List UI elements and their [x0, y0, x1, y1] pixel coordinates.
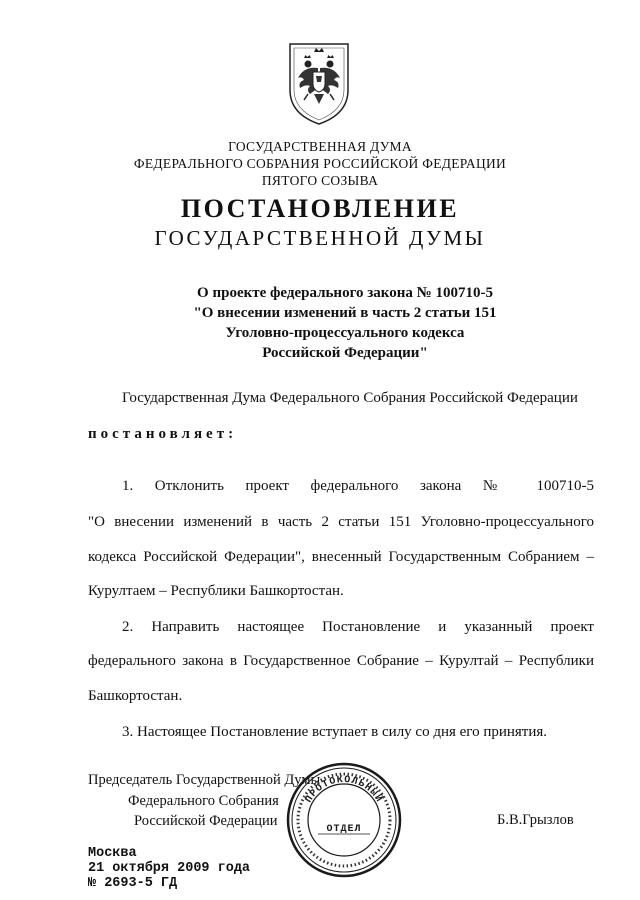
item-1-line-1: 1. Отклонить проект федерального закона № 100710-5	[122, 478, 594, 494]
seal-center-text: ОТДЕЛ	[326, 824, 362, 835]
subject-line-3: Уголовно-процессуального кодекса	[225, 325, 465, 341]
document-title: ПОСТАНОВЛЕНИЕ	[180, 194, 460, 223]
coat-of-arms-emblem	[284, 38, 354, 126]
footer-number: № 2693-5 ГД	[88, 876, 178, 891]
document-subtitle: ГОСУДАРСТВЕННОЙ ДУМЫ	[154, 226, 486, 250]
signature-title-line-1: Председатель Государственной Думы	[88, 772, 321, 788]
item-2-line-1: 2. Направить настоящее Постановление и указанный проект	[122, 619, 594, 635]
subject-line-2: "О внесении изменений в часть 2 статьи 151	[193, 305, 497, 321]
item-1-line-4: Курултаем – Республики Башкортостан.	[88, 583, 344, 599]
header-line-1: ГОСУДАРСТВЕННАЯ ДУМА	[228, 139, 412, 154]
svg-text:ПРОТОКОЛЬНЫЙ: ПРОТОКОЛЬНЫЙ	[303, 774, 385, 806]
decree-word: постановляет:	[88, 426, 238, 442]
signature-title-line-3: Российской Федерации	[134, 813, 278, 829]
subject-block	[0, 283, 640, 363]
signature-title-line-2: Федерального Собрания	[128, 793, 279, 809]
subject-line-4: Российской Федерации"	[262, 345, 428, 361]
subject-line-1: О проекте федерального закона № 100710-5	[197, 285, 493, 301]
item-2-line-2: федерального закона в Государственное Собрание – Курултай – Республики	[88, 653, 594, 669]
item-1-line-3: кодекса Российской Федерации", внесенный Государственным Собранием –	[88, 549, 594, 565]
footer-city: Москва	[88, 846, 137, 861]
item-2-line-3: Башкортостан.	[88, 688, 183, 704]
signatory-name: Б.В.Грызлов	[497, 812, 574, 828]
item-3: 3. Настоящее Постановление вступает в силу со дня его принятия.	[122, 724, 548, 740]
item-1-line-2: "О внесении изменений в часть 2 статьи 151 Уголовно-процессуального	[88, 514, 594, 530]
header-line-2: ФЕДЕРАЛЬНОГО СОБРАНИЯ РОССИЙСКОЙ ФЕДЕРАЦИИ	[133, 156, 507, 171]
intro-paragraph: Государственная Дума Федерального Собрания Российской Федерации	[122, 390, 578, 406]
header-line-3: ПЯТОГО СОЗЫВА	[261, 173, 379, 188]
footer-date: 21 октября 2009 года	[88, 861, 251, 876]
seal-label-container	[284, 760, 404, 880]
